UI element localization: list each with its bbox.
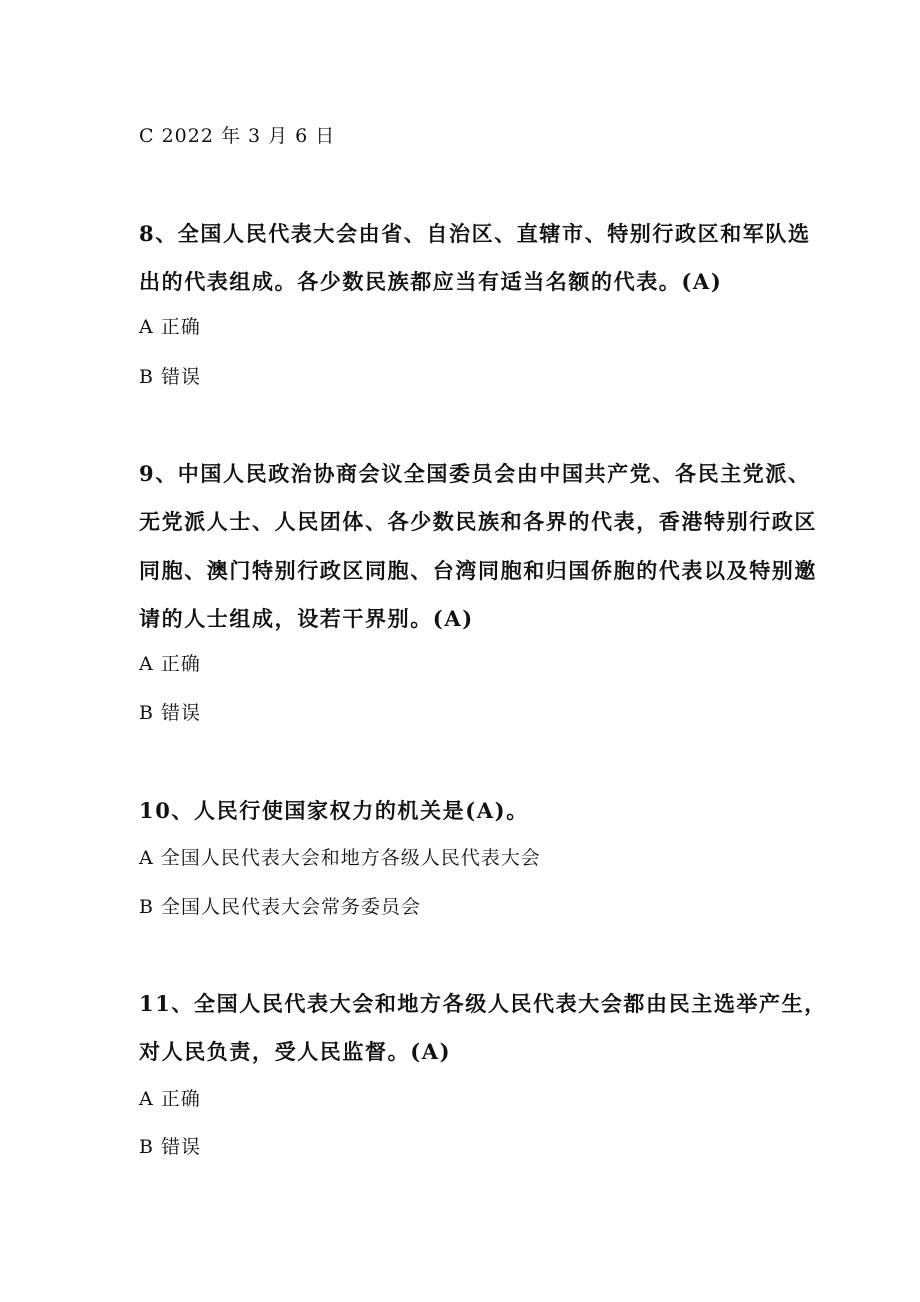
question-text-line: 同胞、澳门特别行政区同胞、台湾同胞和归国侨胞的代表以及特别邀 <box>139 558 817 583</box>
question-text-line: 出的代表组成。各少数民族都应当有适当名额的代表。(A) <box>139 269 723 294</box>
question-text-line: 9、中国人民政治协商会议全国委员会由中国共产党、各民主党派、 <box>139 461 811 486</box>
option-a: A 全国人民代表大会和地方各级人民代表大会 <box>139 847 541 869</box>
question-text-line: 8、全国人民代表大会由省、自治区、直辖市、特别行政区和军队选 <box>139 221 811 246</box>
option-b: B 错误 <box>139 1136 202 1158</box>
question-text-line: 请的人士组成，设若干界别。(A) <box>139 606 474 631</box>
option-a: A 正确 <box>139 653 201 675</box>
question-text-line: 无党派人士、人民团体、各少数民族和各界的代表，香港特别行政区 <box>139 509 817 534</box>
option-b: B 全国人民代表大会常务委员会 <box>139 896 422 918</box>
question-text-line: 11、全国人民代表大会和地方各级人民代表大会都由民主选举产生， <box>139 991 827 1016</box>
option-c: C 2022 年 3 月 6 日 <box>139 125 336 147</box>
option-b: B 错误 <box>139 702 202 724</box>
option-a: A 正确 <box>139 1088 201 1110</box>
option-a: A 正确 <box>139 316 201 338</box>
question-text-line: 对人民负责，受人民监督。(A) <box>139 1039 452 1064</box>
option-b: B 错误 <box>139 366 202 388</box>
question-text-line: 10、人民行使国家权力的机关是(A)。 <box>139 798 529 823</box>
